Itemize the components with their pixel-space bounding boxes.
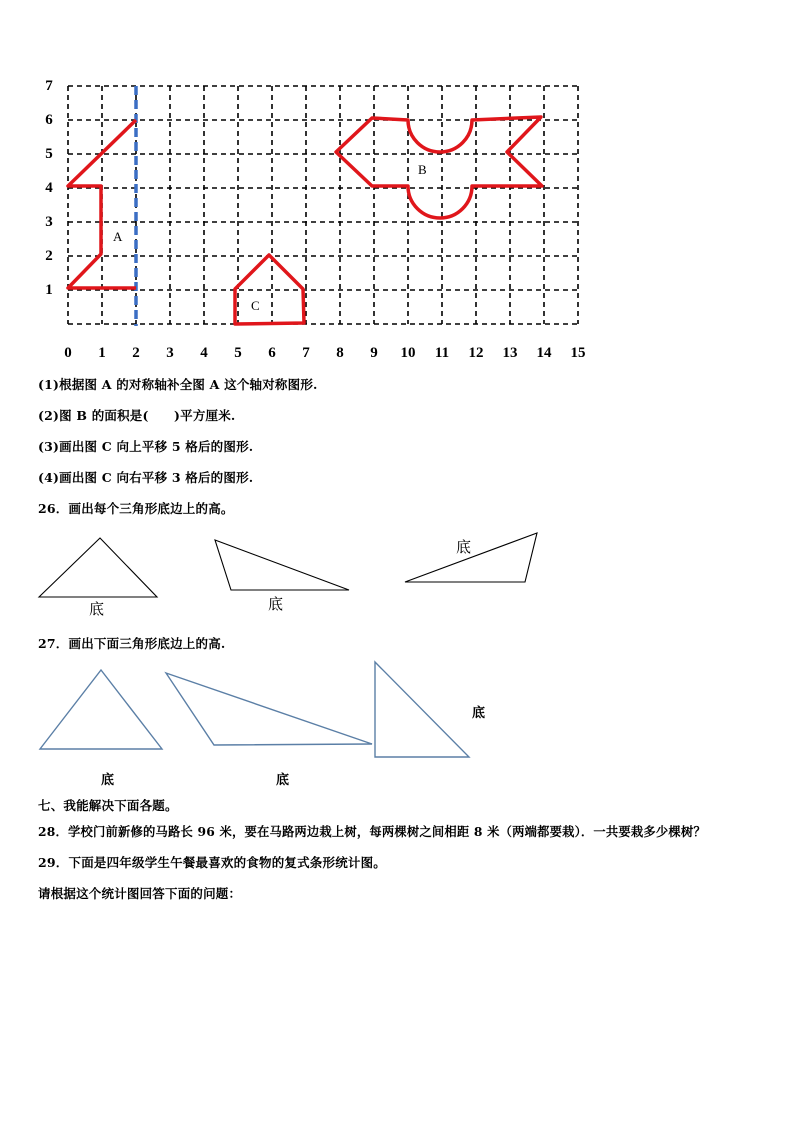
x-axis-labels — [64, 345, 585, 361]
y-tick-label: 2 — [45, 248, 53, 264]
shape-a-label: A — [113, 229, 123, 244]
q27-triangle-3 — [375, 662, 469, 757]
section-7-title: 七、我能解决下面各题。 — [38, 798, 178, 813]
x-tick-label: 11 — [434, 345, 450, 361]
q29-text: 29．下面是四年级学生午餐最喜欢的食物的复式条形统计图。 — [38, 855, 386, 870]
q26-triangle-2 — [215, 540, 349, 590]
dashed-grid — [68, 86, 578, 324]
shape-b-label: B — [418, 162, 427, 177]
y-tick-label: 6 — [45, 112, 53, 128]
q25-part-4: (4)画出图 C 向右平移 3 格后的图形. — [38, 470, 254, 485]
x-tick-label: 4 — [200, 345, 208, 361]
x-tick-label: 10 — [400, 345, 416, 361]
x-tick-label: 8 — [336, 345, 344, 361]
q26-title: 26．画出每个三角形底边上的高。 — [38, 501, 234, 516]
grid-figure — [0, 0, 794, 370]
y-tick-label: 7 — [45, 78, 53, 94]
y-tick-label: 1 — [45, 282, 53, 298]
x-tick-label: 15 — [570, 345, 586, 361]
q26-triangle-1 — [39, 538, 157, 597]
q27-title: 27．画出下面三角形底边上的高. — [38, 636, 226, 651]
x-tick-label: 14 — [536, 345, 552, 361]
q26-base-label-2: 底 — [268, 595, 284, 613]
x-tick-label: 0 — [64, 345, 72, 361]
q28-text: 28．学校门前新修的马路长 96 米，要在马路两边栽上树，每两棵树之间相距 8 米（两端都要栽）．一共要栽多少棵树？ — [38, 824, 706, 839]
x-tick-label: 12 — [468, 345, 484, 361]
shape-a-outline — [68, 120, 136, 288]
q25-part-1: (1)根据图 A 的对称轴补全图 A 这个轴对称图形. — [38, 377, 318, 392]
q25-part-3: (3)画出图 C 向上平移 5 格后的图形. — [38, 439, 254, 454]
q29-subtext: 请根据这个统计图回答下面的问题： — [38, 886, 242, 901]
x-tick-label: 6 — [268, 345, 276, 361]
shape-c-label: C — [251, 298, 260, 313]
q27-base-label-2: 底 — [276, 773, 290, 788]
shape-b-outline — [336, 117, 542, 218]
q27-base-label-3: 底 — [472, 706, 486, 721]
q26-base-label-3: 底 — [456, 538, 472, 556]
q27-triangles — [0, 655, 794, 765]
x-tick-label: 5 — [234, 345, 242, 361]
q27-triangle-1 — [40, 670, 162, 749]
x-tick-label: 2 — [132, 345, 140, 361]
y-tick-label: 4 — [45, 180, 53, 196]
x-tick-label: 13 — [502, 345, 518, 361]
y-axis-labels — [45, 78, 53, 298]
y-tick-label: 3 — [45, 214, 53, 230]
q26-base-label-1: 底 — [89, 600, 105, 618]
q25-part-2: (2)图 B 的面积是( )平方厘米. — [38, 408, 236, 423]
q26-triangles — [0, 525, 794, 625]
q27-base-label-1: 底 — [101, 773, 115, 788]
x-tick-label: 9 — [370, 345, 378, 361]
y-tick-label: 5 — [45, 146, 53, 162]
x-tick-label: 3 — [166, 345, 174, 361]
x-tick-label: 7 — [302, 345, 310, 361]
x-tick-label: 1 — [98, 345, 106, 361]
q27-triangle-2 — [166, 673, 372, 745]
